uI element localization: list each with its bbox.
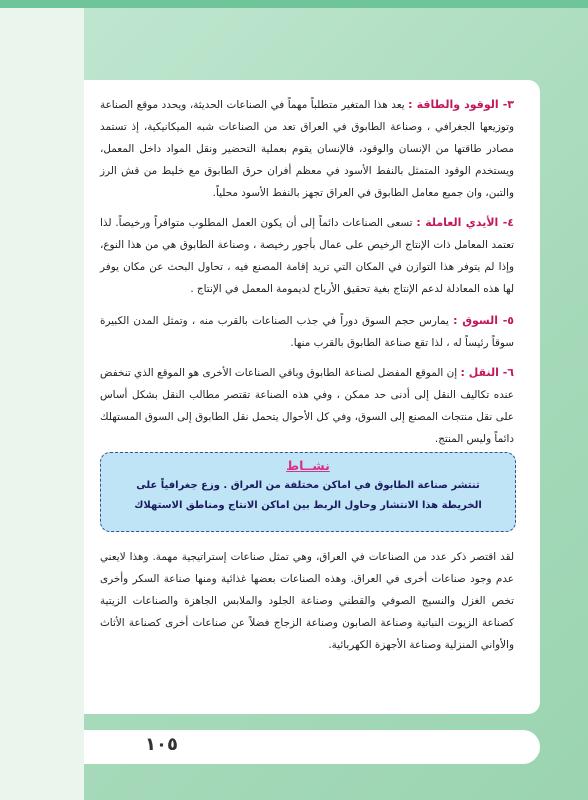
section-heading: ٣- الوقود والطاقة : (408, 98, 515, 111)
section-transport (100, 362, 514, 450)
section-text: إن الموقع المفضل لصناعة الطابوق وباقي الصناعات الأخرى هو الموقع الذي تنخفض عنده تكاليف النقل إلى أدنى حد ممكن ، وفي هذه الصناعة تقتصر مطالب النقل بشكل أساس على نقل منتجات المصنع إلى السوق، وفي كل الأحوال يتحمل نقل الطابوق إلى السوق المستهلك دائماً وليس المنتج. (100, 367, 514, 445)
page-margin (0, 8, 84, 800)
page-number: ١٠٥ (145, 734, 178, 755)
activity-title: نشــاط (286, 458, 330, 473)
section-text: يمارس حجم السوق دوراً في جذب الصناعات بالقرب منه ، وتمثل المدن الكبيرة سوقاً رئيساً له ، لذا تقع صناعة الطابوق بالقرب منها. (100, 315, 514, 349)
section-heading: ٦- النقل : (460, 366, 514, 379)
section-labor (100, 212, 514, 300)
section-fuel-energy (100, 94, 514, 204)
activity-box (100, 452, 516, 532)
closing-paragraph: لقد اقتصر ذكر عدد من الصناعات في العراق، وهي تمثل صناعات إستراتيجية مهمة. وهذا لايعني عدم وجود صناعات أخرى في العراق. وهذه الصناعات بعضها غذائية ومنها صناعة السكر وأخرى تخص الغزل والنسيج الصوفي والقطني وصناعة الجلود والملابس الجاهزة والصناعات الزيتية كصناعة الزيوت النباتية وصناعة الصابون وصناعة الزجاج فضلاً عن صناعات أخرى كصناعة الأثاث والأواني المنزلية وصناعة الأجهزة الكهربائية. (100, 551, 514, 651)
activity-text: تنتشر صناعة الطابوق في اماكن مختلفة من العراق . وزع جغرافياً على الخريطة هذا الانتشار وحاول الربط بين اماكن الانتاج ومناطق الاستهلاك (134, 480, 482, 511)
top-strip (0, 0, 588, 8)
section-text: يعد هذا المتغير متطلباً مهماً في الصناعات الحديثة، ويحدد موقع الصناعة وتوزيعها الجغرافي ، وصناعة الطابوق في العراق تعد من الصناعات شبه الميكانيكية، إذ تستمد مصادر طاقتها من الإنسان والوقود، فالإنسان يقوم بعملية التحضير ونقل المواد داخل المعمل، ويستخدم الوقود المتمثل بالنفط الأسود في معظم أفران حرق الطابوق مع خليط من قش الرز والتبن، وان جميع معامل الطابوق في العراق تجهز بالنفط الأسود محلياً. (100, 99, 514, 199)
section-text: تسعى الصناعات دائماً إلى أن يكون العمل المطلوب متوافراً ورخيصاً. لذا تعتمد المعامل ذات الإنتاج الرخيص على عمال بأجور رخيصة ، وصناعة الطابوق هي من هذا النوع، وإذا لم يتوفر هذا التوازن في المكان التي تريد إقامة المصنع فيه ، تحاول البحث عن مكان يوفر لها هذه المعادلة لدعم الإنتاج بغية تحقيق الأرباح لديمومة المعمل في الإنتاج . (100, 217, 514, 295)
section-heading: ٤- الأيدي العاملة : (416, 216, 514, 229)
section-market (100, 310, 514, 354)
section-heading: ٥- السوق : (453, 314, 515, 327)
